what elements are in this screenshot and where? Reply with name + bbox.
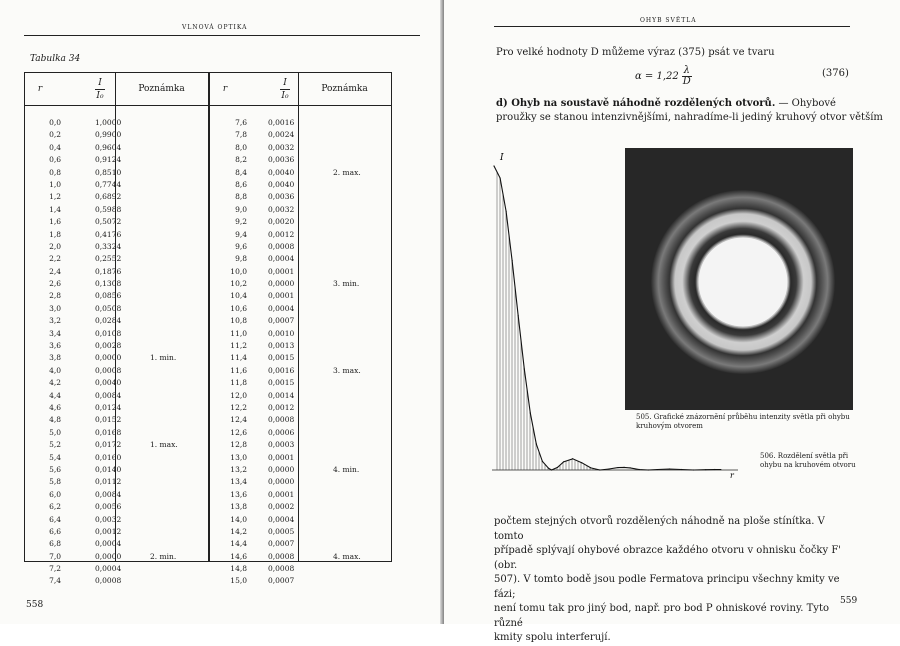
table-cell: 0,2 [49,130,61,140]
table-cell: 0,0000 [268,477,295,487]
table-cell: 7,6 [235,118,247,127]
table-cell [333,129,383,141]
col2-ratio [268,117,308,588]
table-cell: 0,0008 [95,576,122,586]
table-cell [333,489,383,501]
table-cell: 3,0 [49,303,61,313]
col2-notes [333,117,383,588]
table-cell: 0,0084 [95,390,122,400]
header-note-2: Poznámka [321,84,368,94]
table-cell [150,476,200,488]
table-cell: 1,6 [49,217,61,227]
table-cell: 0,0012 [268,402,295,412]
table-cell: 3. min. [333,279,360,289]
table-cell: 14,6 [230,551,247,561]
table-cell: 0,2552 [95,254,122,264]
table-cell: 0,0032 [268,204,295,214]
table-cell [150,241,200,253]
table-cell: 5,8 [49,477,61,487]
table-cell: 11,4 [230,353,247,363]
table-cell [150,340,200,352]
table-cell: 0,0001 [268,291,295,301]
table-cell: 0,4176 [95,229,122,239]
table-cell: 0,6892 [95,192,122,202]
table-cell: 6,2 [49,502,61,512]
table-cell: 5,0 [49,427,61,437]
table-cell [333,402,383,414]
table-cell: 0,0010 [268,328,295,338]
table-cell [333,340,383,352]
table-cell: 0,9604 [95,142,122,152]
table-cell: 0,0015 [268,353,295,363]
table-cell: 5,2 [49,440,61,450]
table-cell [333,390,383,402]
table-cell: 0,0508 [95,303,122,313]
table-cell [333,439,383,451]
table-cell [150,563,200,575]
body-line-3: 507). V tomto bodě jsou podle Fermatova principu všechny kmity ve fázi; [494,574,840,600]
paragraph-intro: Pro velké hodnoty D můžeme výraz (375) psát ve tvaru [496,47,775,58]
equation-denominator: D [682,76,691,87]
table-cell: 12,0 [230,390,247,400]
table-cell: 0,4 [49,142,61,152]
table-cell: 2. min. [150,551,177,561]
table-cell: 0,0160 [95,452,122,462]
table-cell [150,266,200,278]
table-cell: 12,4 [230,415,247,425]
table-cell: 2,4 [49,266,61,276]
table-cell: 6,0 [49,489,61,499]
table-cell: 0,0020 [268,217,295,227]
table-label: Tabulka 34 [30,54,81,64]
table-cell [333,142,383,154]
table-cell: 0,0856 [95,291,122,301]
table-cell: 8,0 [235,142,247,152]
table-cell [150,117,200,129]
table-cell: 0,0112 [95,477,122,487]
caption-506: 506. Rozdělení světla při ohybu na kruhovém otvoru [760,452,856,469]
table-cell: 0,0015 [268,378,295,388]
table-cell: 13,6 [230,489,247,499]
table-cell: 0,0008 [268,415,295,425]
table-cell: 0,0024 [268,130,295,140]
table-cell [150,414,200,426]
table-cell: 0,0016 [268,365,295,375]
table-cell: 13,0 [230,452,247,462]
table-cell: 0,0013 [268,341,295,351]
table-cell: 13,2 [230,464,247,474]
table-cell: 1. min. [150,353,177,363]
col1-r [33,117,61,588]
table-cell: 0,0004 [268,303,295,313]
col2-r [217,117,247,588]
table-cell: 0,0036 [268,155,295,165]
table-cell [333,575,383,587]
table-cell [333,315,383,327]
table-cell: 12,2 [230,402,247,412]
table-cell: 0,0004 [95,564,122,574]
table-cell: 8,6 [235,179,247,189]
table-cell [333,427,383,439]
table-cell [150,538,200,550]
body-line-4: není tomu tak pro jiný bod, např. pro bod P ohniskové roviny. Tyto různé [494,603,829,629]
table-cell [150,191,200,203]
caption-505: 505. Grafické znázornění průběhu intenzity světla při ohybu kruhovým otvorem [636,413,850,430]
table-cell: 14,8 [230,564,247,574]
body-line-5: kmity spolu interferují. [494,632,611,643]
table-cell [150,290,200,302]
table-cell [150,253,200,265]
running-head-left: VLNOVÁ OPTIKA [182,24,248,31]
table-cell: 0,0004 [268,254,295,264]
table-cell: 0,5988 [95,204,122,214]
table-cell [333,452,383,464]
table-cell: 0,0001 [268,489,295,499]
table-cell: 1,8 [49,229,61,239]
table-cell: 2. max. [333,167,361,177]
table-cell: 0,8 [49,167,61,177]
body-line-2: případě splývají ohybové obrazce každého otvoru v ohnisku čočky F' (obr. [494,545,842,571]
table-cell: 10,0 [230,266,247,276]
table-cell: 0,0003 [268,440,295,450]
header-rule-left [24,35,420,36]
table-cell: 0,0140 [95,464,122,474]
table-cell: 2,0 [49,241,61,251]
table-cell [150,464,200,476]
table-cell: 1,2 [49,192,61,202]
table-cell: 9,2 [235,217,247,227]
table-cell: 0,0008 [268,241,295,251]
table-cell: 0,0 [49,118,61,127]
table-cell [150,129,200,141]
data-table [24,72,392,586]
section-d-heading: d) Ohyb na soustavě náhodně rozdělených otvorů. [496,98,776,109]
table-cell: 9,6 [235,241,247,251]
header-ratio-1: $\frac{I}{\text{I₀}}$ [96,77,104,101]
table-cell: 0,0040 [268,179,295,189]
table-cell [150,514,200,526]
table-cell [150,489,200,501]
x-axis-label: r [730,471,734,480]
table-cell [333,352,383,364]
table-cell: 4,6 [49,402,61,412]
table-cell [150,402,200,414]
table-cell: 11,0 [230,328,247,338]
table-cell [333,229,383,241]
table-cell [333,191,383,203]
table-cell: 0,0168 [95,427,122,437]
table-cell [150,377,200,389]
table-cell: 0,0000 [268,464,295,474]
table-cell: 0,0124 [95,402,122,412]
table-cell: 6,6 [49,526,61,536]
col1-ratio [95,117,135,588]
table-cell: 10,4 [230,291,247,301]
table-cell: 0,0152 [95,415,122,425]
table-cell: 0,0008 [268,564,295,574]
table-cell: 0,0108 [95,328,122,338]
table-cell: 0,0172 [95,440,122,450]
table-cell: 0,0040 [268,167,295,177]
table-cell: 0,0008 [95,365,122,375]
equation-numerator: λ [683,65,690,76]
table-cell: 9,0 [235,204,247,214]
table-cell: 0,6 [49,155,61,165]
table-cell: 4. max. [333,551,361,561]
table-cell: 13,8 [230,502,247,512]
table-cell [333,154,383,166]
table-cell [333,216,383,228]
table-cell: 7,2 [49,564,61,574]
table-cell: 8,2 [235,155,247,165]
table-cell: 5,6 [49,464,61,474]
table-cell: 8,8 [235,192,247,202]
table-cell [333,514,383,526]
table-cell: 0,0007 [268,316,295,326]
table-cell: 14,0 [230,514,247,524]
table-cell: 0,0012 [268,229,295,239]
table-cell: 1,4 [49,204,61,214]
table-cell: 8,4 [235,167,247,177]
table-cell [333,290,383,302]
table-cell: 11,8 [230,378,247,388]
table-cell [150,167,200,179]
table-cell: 9,4 [235,229,247,239]
table-cell: 3,6 [49,341,61,351]
table-cell: 9,8 [235,254,247,264]
table-cell [150,216,200,228]
table-cell [150,365,200,377]
table-cell: 2,6 [49,279,61,289]
table-cell [333,266,383,278]
left-page [0,0,444,624]
table-cell: 0,0001 [268,266,295,276]
diffraction-photo [625,148,853,410]
table-cell [333,538,383,550]
equation-lhs: α = 1,22 [635,71,679,82]
table-cell: 0,0012 [95,526,122,536]
table-cell: 2,2 [49,254,61,264]
table-cell: 6,4 [49,514,61,524]
col1-notes [150,117,200,588]
table-cell [150,142,200,154]
table-cell: 0,3324 [95,241,122,251]
header-r-1: r [37,84,43,94]
table-cell: 0,0056 [95,502,122,512]
table-cell [150,390,200,402]
table-cell [333,328,383,340]
table-cell: 11,6 [230,365,247,375]
table-cell [150,229,200,241]
table-cell: 4. min. [333,464,360,474]
running-head-right: OHYB SVĚTLA [640,17,697,24]
table-cell: 4,8 [49,415,61,425]
table-cell: 0,5072 [95,217,122,227]
table-cell [150,501,200,513]
section-d-line1: d) Ohyb na soustavě náhodně rozdělených otvorů. — Ohybové [496,98,836,109]
table-cell: 11,2 [230,341,247,351]
header-r-2: r [222,84,228,94]
table-cell: 12,6 [230,427,247,437]
table-cell: 1,0000 [95,118,122,127]
central-disc [698,237,788,327]
table-cell [333,414,383,426]
table-cell: 4,2 [49,378,61,388]
table-cell: 0,0036 [268,192,295,202]
table-cell: 4,4 [49,390,61,400]
table-cell: 0,0032 [268,142,295,152]
table-cell: 1,0 [49,179,61,189]
table-cell [150,452,200,464]
table-cell [150,204,200,216]
section-d-line2: proužky se stanou intenzivnějšími, nahradíme-li jediný kruhový otvor větším [496,112,883,123]
table-cell [333,253,383,265]
table-cell: 0,0005 [268,526,295,536]
table-cell: 4,0 [49,365,61,375]
table-cell: 0,0007 [268,576,295,586]
table-cell: 7,8 [235,130,247,140]
table-cell: 0,0084 [95,489,122,499]
body-line-1: počtem stejných otvorů rozdělených náhodně na ploše stínítka. V tomto [494,516,825,542]
page-number-left: 558 [26,600,44,610]
table-cell [333,179,383,191]
table-cell: 7,4 [49,576,61,586]
table-cell [333,501,383,513]
table-cell [150,526,200,538]
table-cell [333,303,383,315]
table-cell: 12,8 [230,440,247,450]
table-cell: 3,4 [49,328,61,338]
table-cell: 5,4 [49,452,61,462]
table-cell [333,117,383,129]
equation-label: (376) [822,68,849,79]
table-cell: 14,2 [230,526,247,536]
table-cell: 3,8 [49,353,61,363]
table-cell [150,303,200,315]
table-cell [333,204,383,216]
table-cell: 15,0 [230,576,247,586]
table-cell: 6,8 [49,539,61,549]
table-cell: 0,0016 [268,118,295,127]
header-ratio-2: $\frac{I}{\text{I₀}}$ [281,77,289,101]
table-cell [333,476,383,488]
table-cell: 10,6 [230,303,247,313]
table-cell: 0,0000 [268,279,295,289]
table-cell: 0,0001 [268,452,295,462]
body-text [494,515,850,646]
table-cell: 0,9124 [95,155,122,165]
table-cell: 0,0004 [95,539,122,549]
table-cell [150,575,200,587]
table-cell [150,179,200,191]
table-cell: 0,1876 [95,266,122,276]
table-cell: 10,8 [230,316,247,326]
table-cell [150,315,200,327]
table-cell: 0,9900 [95,130,122,140]
page-number-right: 559 [840,596,858,606]
table-cell: 0,0032 [95,514,122,524]
table-cell: 0,0007 [268,539,295,549]
table-cell: 13,4 [230,477,247,487]
table-cell: 0,0000 [95,551,122,561]
table-cell: 0,0006 [268,427,295,437]
table-cell: 14,4 [230,539,247,549]
table-cell [333,563,383,575]
header-rule-right [494,26,850,27]
table-cell [150,328,200,340]
table-cell: 0,0000 [95,353,122,363]
table-cell: 3,2 [49,316,61,326]
table-cell [150,154,200,166]
header-note-1: Poznámka [138,84,185,94]
table-cell [333,377,383,389]
table-cell: 0,0014 [268,390,295,400]
table-cell: 10,2 [230,279,247,289]
table-cell: 0,8510 [95,167,122,177]
table-cell: 0,0040 [95,378,122,388]
y-axis-label: I [500,153,504,163]
table-cell [150,278,200,290]
table-cell: 3. max. [333,365,361,375]
table-cell: 7,0 [49,551,61,561]
table-cell: 2,8 [49,291,61,301]
table-cell: 0,0008 [268,551,295,561]
table-cell: 0,0284 [95,316,122,326]
table-cell: 0,1308 [95,279,122,289]
table-cell: 1. max. [150,440,178,450]
table-cell: 0,7744 [95,179,122,189]
table-cell: 0,0004 [268,514,295,524]
equation-376 [635,66,692,87]
table-cell: 0,0028 [95,341,122,351]
table-cell [150,427,200,439]
table-cell [333,526,383,538]
table-cell [333,241,383,253]
table-cell: 0,0002 [268,502,295,512]
